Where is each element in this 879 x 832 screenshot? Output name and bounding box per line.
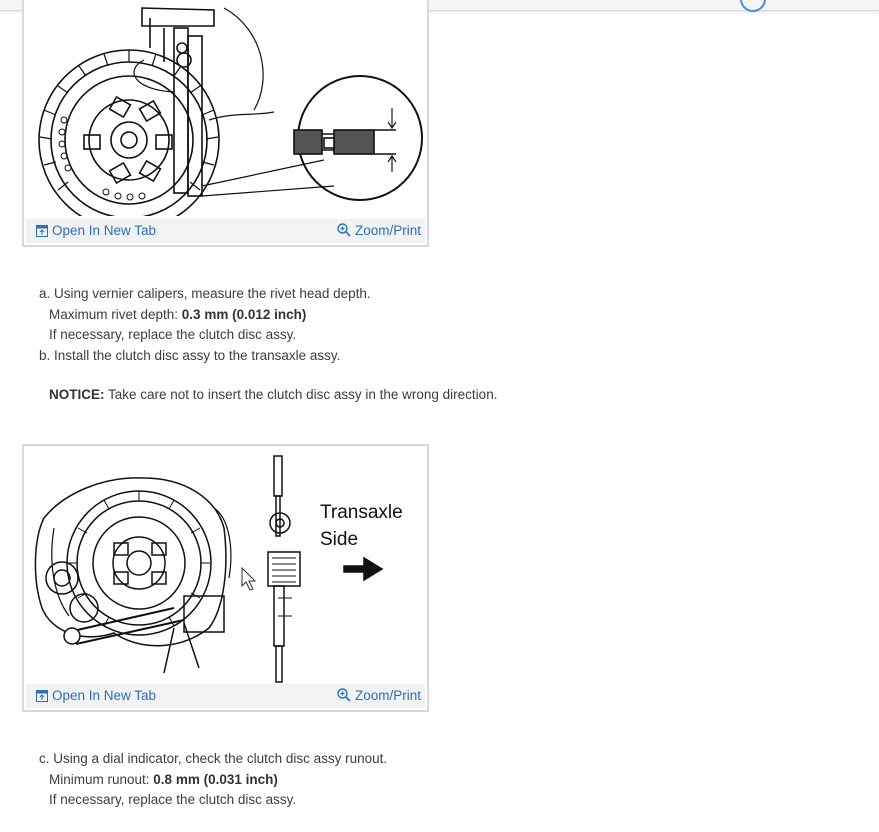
zoom-print-link[interactable] <box>337 687 421 705</box>
zoom-print-label: Zoom/Print <box>354 223 421 238</box>
notice-label: NOTICE: <box>49 387 105 402</box>
notice <box>39 385 497 406</box>
open-new-tab-icon <box>36 690 48 702</box>
figure-link-bar <box>26 219 425 243</box>
step-b-text: b. Install the clutch disc assy to the transaxle assy. <box>39 347 341 363</box>
caliper-measurement-illustration <box>24 0 427 216</box>
zoom-in-icon <box>337 223 351 237</box>
step-a-spec: Maximum rivet depth: 0.3 mm (0.012 inch) <box>49 306 307 322</box>
step-a-text: a. Using vernier calipers, measure the rivet head depth. <box>39 286 371 301</box>
step-a-spec-value: 0.3 mm (0.012 inch) <box>181 306 307 322</box>
notice-text: Take care not to insert the clutch disc assy in the wrong direction. <box>104 387 498 402</box>
zoom-print-label: Zoom/Print <box>354 688 421 703</box>
step-c-note: If necessary, replace the clutch disc assy. <box>49 792 297 807</box>
step-c <box>39 749 387 811</box>
open-in-new-tab-link[interactable] <box>36 222 156 240</box>
step-c-spec: Minimum runout: 0.8 mm (0.031 inch) <box>49 771 278 787</box>
transaxle-installation-illustration <box>24 448 427 685</box>
step-c-spec-value: 0.8 mm (0.031 inch) <box>153 771 278 787</box>
zoom-print-link[interactable] <box>337 222 421 240</box>
steps-a-b <box>39 284 371 366</box>
step-a-note: If necessary, replace the clutch disc assy. <box>49 327 297 342</box>
open-in-new-tab-label: Open In New Tab <box>52 688 157 703</box>
zoom-in-icon <box>337 688 351 702</box>
open-in-new-tab-link[interactable] <box>36 687 156 705</box>
figure-rivet-depth <box>22 0 429 247</box>
step-c-text: c. Using a dial indicator, check the clutch disc assy runout. <box>39 751 388 766</box>
user-avatar[interactable] <box>740 0 766 12</box>
figure-disc-installation <box>22 444 429 712</box>
transaxle-side-label-line1: Transaxle <box>320 502 403 523</box>
open-new-tab-icon <box>36 225 48 237</box>
transaxle-side-label-line2: Side <box>320 529 359 550</box>
figure-link-bar <box>26 684 425 708</box>
open-in-new-tab-label: Open In New Tab <box>52 223 157 238</box>
